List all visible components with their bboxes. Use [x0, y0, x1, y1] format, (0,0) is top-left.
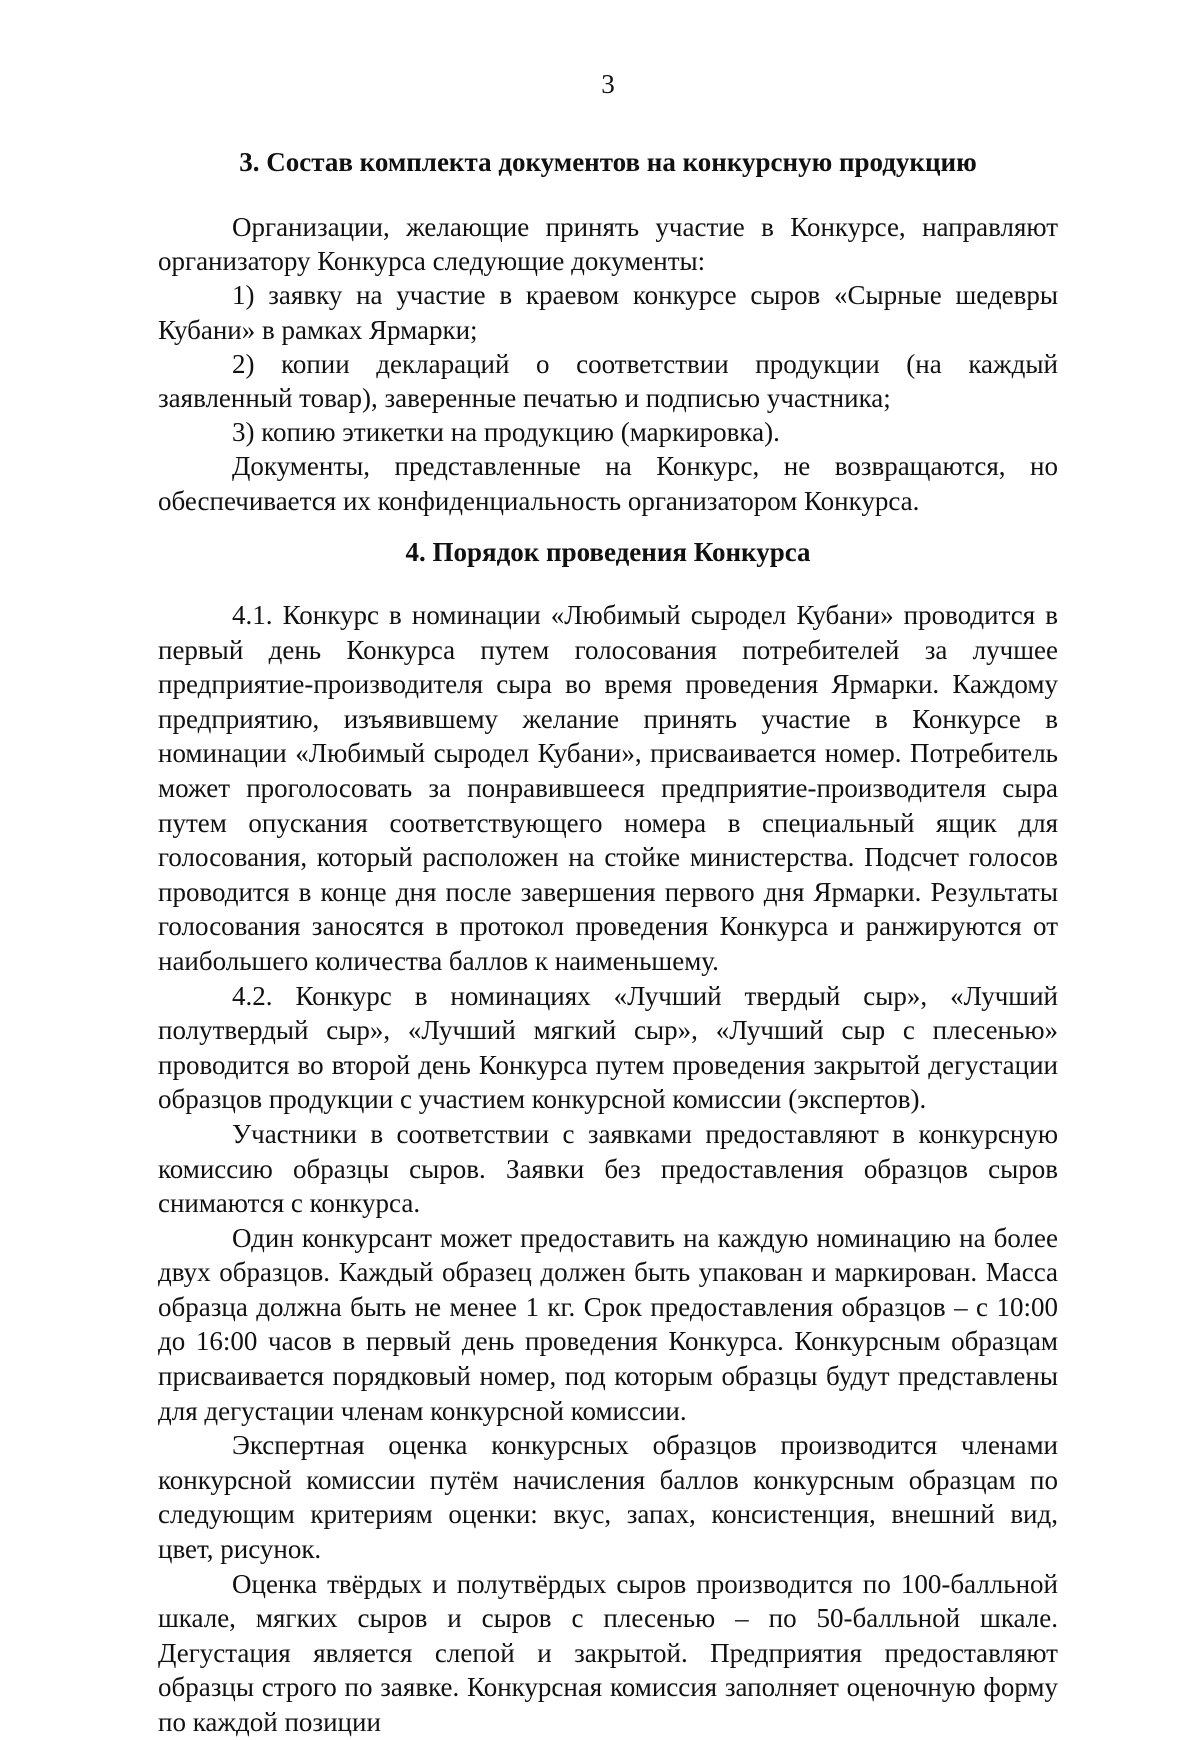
paragraph: Участники в соответствии с заявками предоставляют в конкурсную комиссию образцы сыров. Заявки без предоставления образцов сыров снимаются с конкурса.	[158, 1118, 1058, 1219]
section-3-body	[158, 210, 1058, 518]
page-number: 3	[601, 69, 615, 99]
section-4-body	[158, 598, 1058, 1740]
list-item: 2) копии деклараций о соответствии продукции (на каждый заявленный товар), заверенные печатью и подписью участника;	[158, 348, 1058, 414]
list-item: 3) копию этикетки на продукцию (маркировка).	[232, 417, 780, 448]
paragraph: Экспертная оценка конкурсных образцов производится членами конкурсной комиссии путём начисления баллов конкурсным образцам по следующим критериям оценки: вкус, запах, консистенция, внешний вид, цвет, рисунок.	[158, 1430, 1058, 1565]
section-3-heading: 3. Состав комплекта документов на конкурсную продукцию	[239, 147, 977, 177]
paragraph: 4.2. Конкурс в номинациях «Лучший твердый сыр», «Лучший полутвердый сыр», «Лучший мягкий сыр», «Лучший сыр с плесенью» проводится во второй день Конкурса путем проведения закрытой дегустации образцов продукции с участием конкурсной комиссии (экспертов).	[158, 980, 1058, 1115]
paragraph: Один конкурсант может предоставить на каждую номинацию на более двух образцов. Каждый образец должен быть упакован и маркирован. Масса образца должна быть не менее 1 кг. Срок предоставления образцов – с 10:00 до 16:00 часов в первый день проведения Конкурса. Конкурсным образцам присваивается порядковый номер, под которым образцы будут представлены для дегустации членам конкурсной комиссии.	[158, 1222, 1058, 1426]
paragraph: Документы, представленные на Конкурс, не возвращаются, но обеспечивается их конфиденциальность организатором Конкурса.	[158, 451, 1058, 516]
list-item: 1) заявку на участие в краевом конкурсе сыров «Сырные шедевры Кубани» в рамках Ярмарки;	[158, 280, 1058, 345]
paragraph: 4.1. Конкурс в номинации «Любимый сыродел Кубани» проводится в первый день Конкурса путем голосования потребителей за лучшее предприятие-производителя сыра во время проведения Ярмарки. Каждому предприятию, изъявившему желание принять участие в Конкурсе в номинации «Любимый сыродел Кубани», присваивается номер. Потребитель может проголосовать за понравившееся предприятие-производителя сыра путем опускания соответствующего номера в специальный ящик для голосования, который расположен на стойке министерства. Подсчет голосов проводится в конце дня после завершения первого дня Ярмарки. Результаты голосования заносятся в протокол проведения Конкурса и ранжируются от наибольшего количества баллов к наименьшему.	[158, 600, 1058, 976]
paragraph: Организации, желающие принять участие в Конкурсе, направляют организатору Конкурса следующие документы:	[158, 212, 1058, 277]
paragraph: Оценка твёрдых и полутвёрдых сыров производится по 100-балльной шкале, мягких сыров и сыров с плесенью – по 50-балльной шкале. Дегустация является слепой и закрытой. Предприятия предоставляют образцы строго по заявке. Конкурсная комиссия заполняет оценочную форму по каждой позиции	[158, 1568, 1058, 1737]
section-4-heading: 4. Порядок проведения Конкурса	[405, 537, 811, 567]
